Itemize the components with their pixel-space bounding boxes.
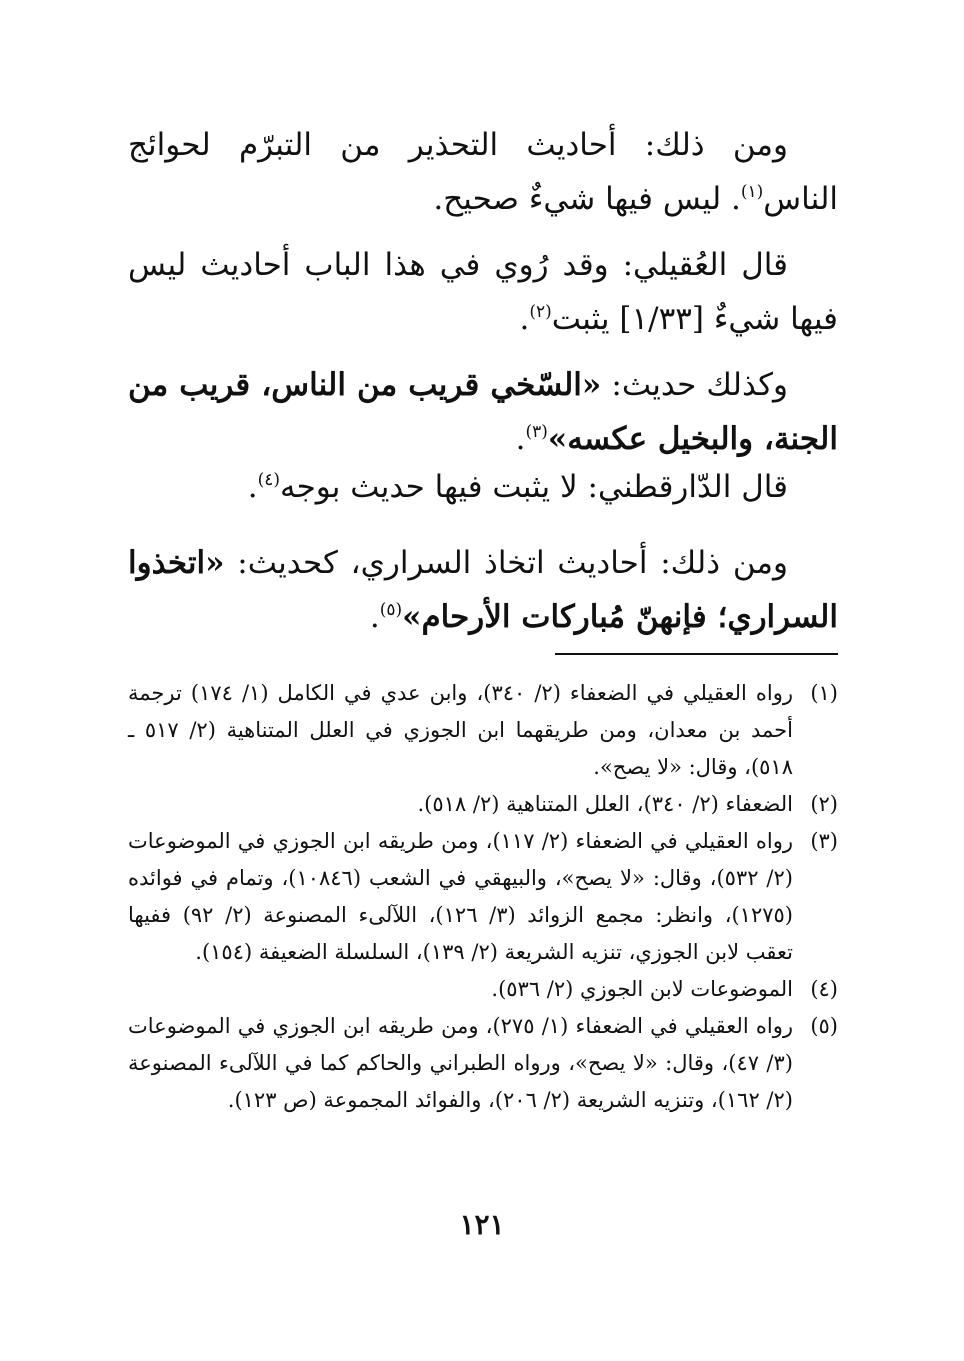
footnote-number: (٣) xyxy=(810,829,838,853)
paragraph-1 xyxy=(128,118,838,226)
footnote-ref-2[interactable]: (٢) xyxy=(529,302,552,322)
paragraph-3-end: . xyxy=(515,421,526,457)
footnote-number: (٥) xyxy=(810,1014,838,1038)
footnote-1 xyxy=(128,675,838,786)
paragraph-3 xyxy=(128,358,838,466)
footnote-4 xyxy=(128,971,838,1008)
footnote-ref-4[interactable]: (٤) xyxy=(257,470,280,490)
footnote-number: (٢) xyxy=(810,792,838,816)
footnote-5 xyxy=(128,1008,838,1119)
paragraph-3-text: وكذلك حديث: xyxy=(601,367,788,403)
footnote-ref-5[interactable]: (٥) xyxy=(379,600,403,620)
footnote-ref-3[interactable]: (٣) xyxy=(525,422,548,442)
hadith-quote-1: «السّخي قريب من الناس، قريب من الجنة، والبخيل عكسه» xyxy=(128,367,838,457)
footnote-number: (١) xyxy=(810,681,838,705)
footnote-3 xyxy=(128,823,838,971)
footnote-separator xyxy=(555,653,838,655)
footnote-text: رواه العقيلي في الضعفاء (١/ ٢٧٥)، ومن طريقه ابن الجوزي في الموضوعات (٣/ ٤٧)، وقال: «لا يصح»، ورواه الطبراني والحاكم كما في اللآلىء المصنوعة (٢/ ١٦٢)، وتنزيه الشريعة (٢/ ٢٠٦)، والفوائد المجموعة (ص ١٢٣). xyxy=(128,1014,793,1112)
paragraph-2-end: . xyxy=(519,301,530,337)
footnote-text: رواه العقيلي في الضعفاء (٢/ ١١٧)، ومن طريقه ابن الجوزي في الموضوعات (٢/ ٥٣٢)، وقال: «لا يصح»، والبيهقي في الشعب (١٠٨٤٦)، وتمام في فوائده (١٢٧٥)، وانظر: مجمع الزوائد (٣/ ١٢٦)، اللآلىء المصنوعة (٢/ ٩٢) ففيها تعقب لابن الجوزي، تنزيه الشريعة (٢/ ١٣٩)، السلسلة الضعيفة (١٥٤). xyxy=(128,829,793,964)
footnote-ref-1[interactable]: (١) xyxy=(740,182,764,202)
paragraph-5-end: . xyxy=(369,599,380,635)
paragraph-5-text: ومن ذلك: أحاديث اتخاذ السراري، كحديث: xyxy=(224,545,788,581)
footnote-text: الموضوعات لابن الجوزي (٢/ ٥٣٦). xyxy=(491,977,793,1001)
paragraph-2-text: قال العُقيلي: وقد رُوي في هذا الباب أحاديث ليس فيها شيءٌ [١/٣٣] يثبت xyxy=(128,247,838,337)
footnote-number: (٤) xyxy=(810,977,838,1001)
footnotes xyxy=(128,675,838,1119)
hadith-quote-2: «اتخذوا السراري؛ فإنهنّ مُباركات الأرحام» xyxy=(128,545,838,635)
footnote-2 xyxy=(128,786,838,823)
page-number: ١٢١ xyxy=(459,1208,505,1241)
paragraph-1-end: . ليس فيها شيءٌ صحيح. xyxy=(433,181,741,217)
paragraph-5 xyxy=(128,536,838,644)
footnote-text: الضعفاء (٢/ ٣٤٠)، العلل المتناهية (٢/ ٥١٨). xyxy=(417,792,793,816)
footnote-text: رواه العقيلي في الضعفاء (٢/ ٣٤٠)، وابن عدي في الكامل (١/ ١٧٤) ترجمة أحمد بن معدان، ومن طريقهما ابن الجوزي في العلل المتناهية (٢/ ٥١٧ ـ ٥١٨)، وقال: «لا يصح». xyxy=(128,681,793,779)
paragraph-1-text: ومن ذلك: أحاديث التحذير من التبرّم لحوائج الناس xyxy=(128,127,838,217)
paragraph-2 xyxy=(128,238,838,346)
paragraph-4-end: . xyxy=(247,469,258,505)
paragraph-4 xyxy=(128,460,838,514)
paragraph-4-text: قال الدّارقطني: لا يثبت فيها حديث بوجه xyxy=(279,469,788,505)
